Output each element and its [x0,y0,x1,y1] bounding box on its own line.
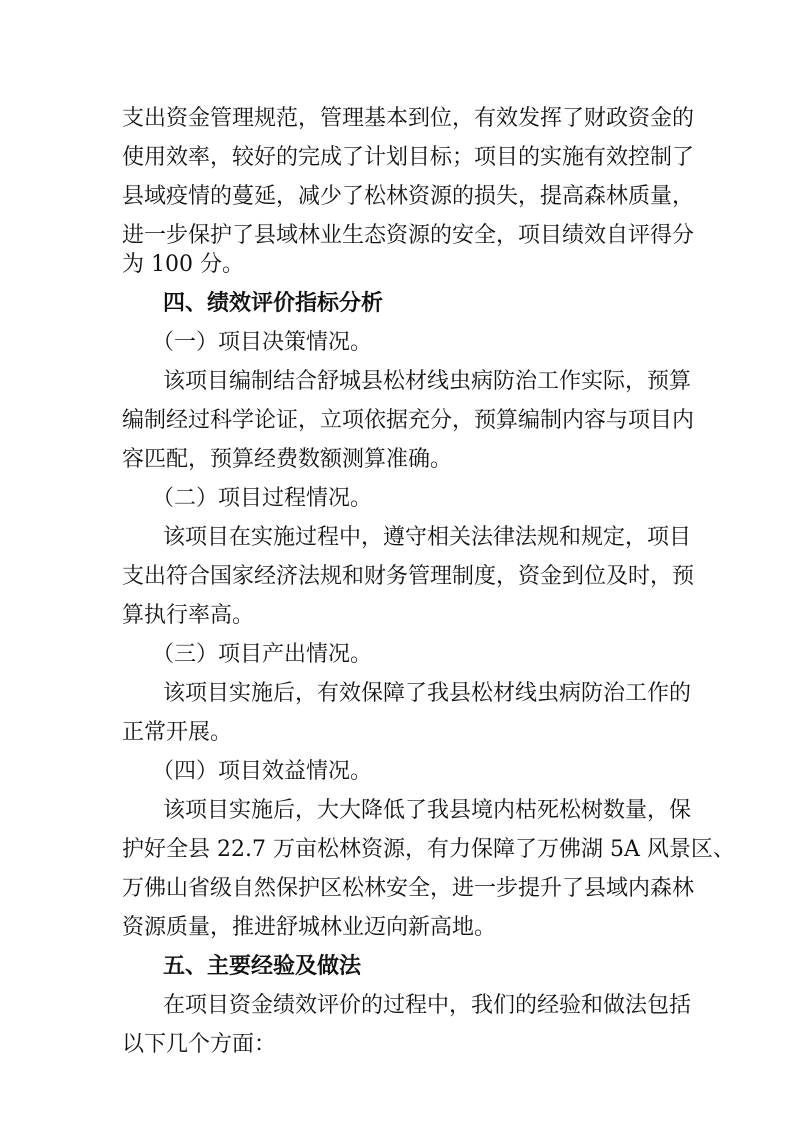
body-text-line: 支出资金管理规范，管理基本到位，有效发挥了财政资金的 [122,106,695,131]
subsection-heading: （一）项目决策情况。 [152,330,373,355]
subsection-heading: （二）项目过程情况。 [152,486,373,511]
section-heading-4: 四、绩效评价指标分析 [163,291,384,316]
subsection-heading: （四）项目效益情况。 [152,759,373,784]
body-text-line: 该项目编制结合舒城县松材线虫病防治工作实际，预算 [163,369,692,394]
body-text-line: 为 100 分。 [122,252,244,277]
body-text-line: 支出符合国家经济法规和财务管理制度，资金到位及时，预 [122,564,695,589]
body-text-line: 该项目实施后，大大降低了我县境内枯死松树数量，保 [163,798,692,823]
body-text-line: 护好全县 22.7 万亩松林资源，有力保障了万佛湖 5A 风景区、 [122,837,735,862]
body-text-line: 在项目资金绩效评价的过程中，我们的经验和做法包括 [163,993,692,1018]
body-text-line: 该项目在实施过程中，遵守相关法律法规和规定，项目 [163,525,692,550]
body-text-line: 进一步保护了县域林业生态资源的安全，项目绩效自评得分 [122,223,695,248]
body-text-line: 容匹配，预算经费数额测算准确。 [122,447,453,472]
body-text-line: 使用效率，较好的完成了计划目标；项目的实施有效控制了 [122,145,695,170]
body-text-line: 万佛山省级自然保护区松林安全，进一步提升了县域内森林 [122,876,695,901]
section-heading-5: 五、主要经验及做法 [163,954,362,979]
body-text-line: 以下几个方面： [122,1032,277,1057]
body-text-line: 正常开展。 [122,720,233,745]
subsection-heading: （三）项目产出情况。 [152,642,373,667]
body-text-line: 县域疫情的蔓延，减少了松林资源的损失，提高森林质量， [122,184,695,209]
body-text-line: 算执行率高。 [122,603,255,628]
body-text-line: 编制经过科学论证，立项依据充分，预算编制内容与项目内 [122,408,695,433]
body-text-line: 资源质量，推进舒城林业迈向新高地。 [122,915,497,940]
body-text-line: 该项目实施后，有效保障了我县松材线虫病防治工作的 [163,681,692,706]
